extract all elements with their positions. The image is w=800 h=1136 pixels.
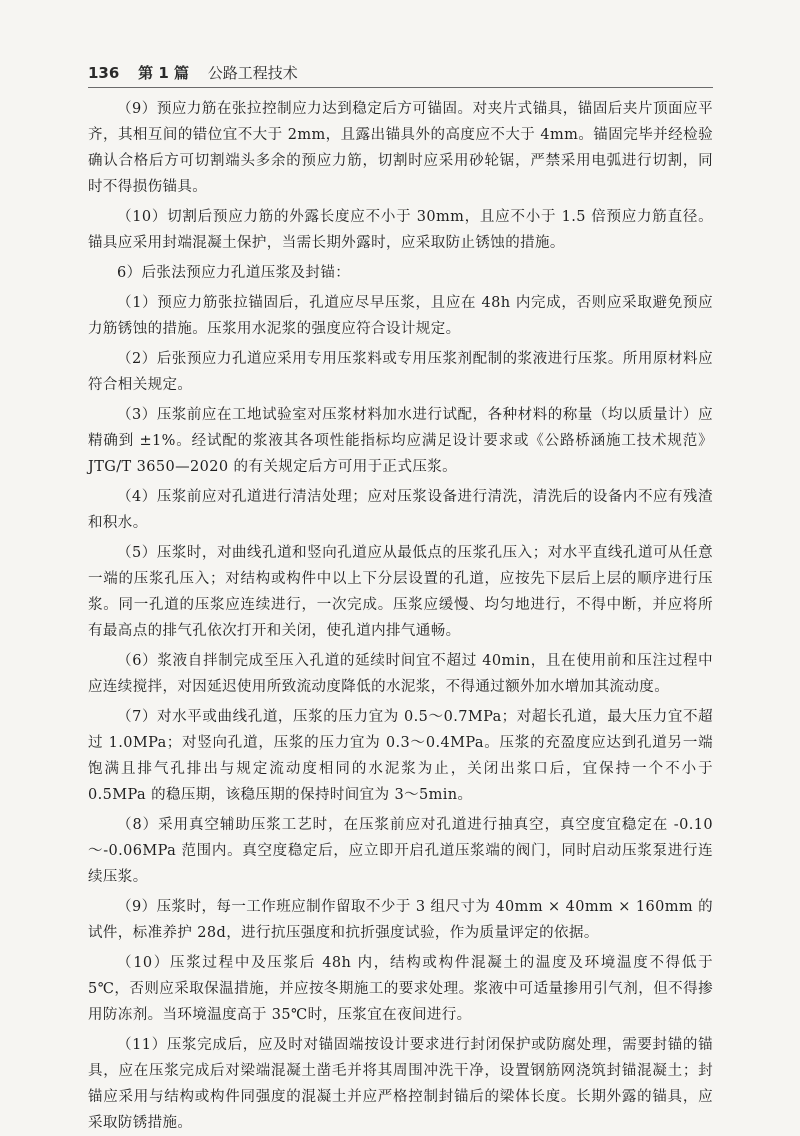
paragraph: （1）预应力筋张拉锚固后，孔道应尽早压浆，且应在 48h 内完成，否则应采取避免预应力筋锈蚀的措施。压浆用水泥浆的强度应符合设计规定。 xyxy=(88,295,713,337)
body-text xyxy=(88,96,713,1136)
paragraph: （2）后张预应力孔道应采用专用压浆料或专用压浆剂配制的浆液进行压浆。所用原材料应符合相关规定。 xyxy=(88,351,713,393)
paragraph: （5）压浆时，对曲线孔道和竖向孔道应从最低点的压浆孔压入；对水平直线孔道可从任意一端的压浆孔压入；对结构或构件中以上下分层设置的孔道，应按先下层后上层的顺序进行压浆。同一孔道的压浆应连续进行，一次完成。压浆应缓慢、均匀地进行，不得中断，并应将所有最高点的排气孔依次打开和关闭，使孔道内排气通畅。 xyxy=(88,545,713,639)
part-label: 第 1 篇 xyxy=(138,64,189,82)
paragraph: （6）浆液自拌制完成至压入孔道的延续时间宜不超过 40min，且在使用前和压注过程中应连续搅拌，对因延迟使用所致流动度降低的水泥浆，不得通过额外加水增加其流动度。 xyxy=(88,653,713,695)
paragraph: （10）切割后预应力筋的外露长度应不小于 30mm，且应不小于 1.5 倍预应力筋直径。锚具应采用封端混凝土保护，当需长期外露时，应采取防止锈蚀的措施。 xyxy=(88,209,713,251)
paragraph: （4）压浆前应对孔道进行清洁处理；应对压浆设备进行清洗，清洗后的设备内不应有残渣和积水。 xyxy=(88,489,713,531)
section-title: 公路工程技术 xyxy=(207,64,298,82)
paragraph: （3）压浆前应在工地试验室对压浆材料加水进行试配，各种材料的称量（均以质量计）应精确到 ±1%。经试配的浆液其各项性能指标均应满足设计要求或《公路桥涵施工技术规范》JTG/T 3650—2020 的有关规定后方可用于正式压浆。 xyxy=(88,407,713,475)
paragraph: （9）预应力筋在张拉控制应力达到稳定后方可锚固。对夹片式锚具，锚固后夹片顶面应平齐，其相互间的错位宜不大于 2mm，且露出锚具外的高度应不大于 4mm。锚固完毕并经检验确认合格后方可切割端头多余的预应力筋，切割时应采用砂轮锯，严禁采用电弧进行切割，同时不得损伤锚具。 xyxy=(88,101,713,195)
subsection-heading: 6）后张法预应力孔道压浆及封锚： xyxy=(117,265,351,281)
paragraph: （9）压浆时，每一工作班应制作留取不少于 3 组尺寸为 40mm × 40mm × 160mm 的试件，标准养护 28d，进行抗压强度和抗折强度试验，作为质量评定的依据。 xyxy=(88,899,713,941)
paragraph: （8）采用真空辅助压浆工艺时，在压浆前应对孔道进行抽真空，真空度宜稳定在 -0.10～-0.06MPa 范围内。真空度稳定后，应立即开启孔道压浆端的阀门，同时启动压浆泵进行连续压浆。 xyxy=(88,817,713,885)
paragraph: （11）压浆完成后，应及时对锚固端按设计要求进行封闭保护或防腐处理，需要封锚的锚具，应在压浆完成后对梁端混凝土凿毛并将其周围冲洗干净，设置钢筋网浇筑封锚混凝土；封锚应采用与结构或构件同强度的混凝土并应严格控制封锚后的梁体长度。长期外露的锚具，应采取防锈措施。 xyxy=(88,1037,713,1131)
header-divider xyxy=(88,87,713,88)
page-number: 136 xyxy=(88,64,120,82)
page-header xyxy=(88,60,713,86)
paragraph: （7）对水平或曲线孔道，压浆的压力宜为 0.5～0.7MPa；对超长孔道，最大压力宜不超过 1.0MPa；对竖向孔道，压浆的压力宜为 0.3～0.4MPa。压浆的充盈度应达到孔道另一端饱满且排气孔排出与规定流动度相同的水泥浆为止，关闭出浆口后，宜保持一个不小于 0.5MPa 的稳压期，该稳压期的保持时间宜为 3～5min。 xyxy=(88,709,713,803)
paragraph: （10）压浆过程中及压浆后 48h 内，结构或构件混凝土的温度及环境温度不得低于 5℃，否则应采取保温措施，并应按冬期施工的要求处理。浆液中可适量掺用引气剂，但不得掺用防冻剂。当环境温度高于 35℃时，压浆宜在夜间进行。 xyxy=(88,955,713,1023)
